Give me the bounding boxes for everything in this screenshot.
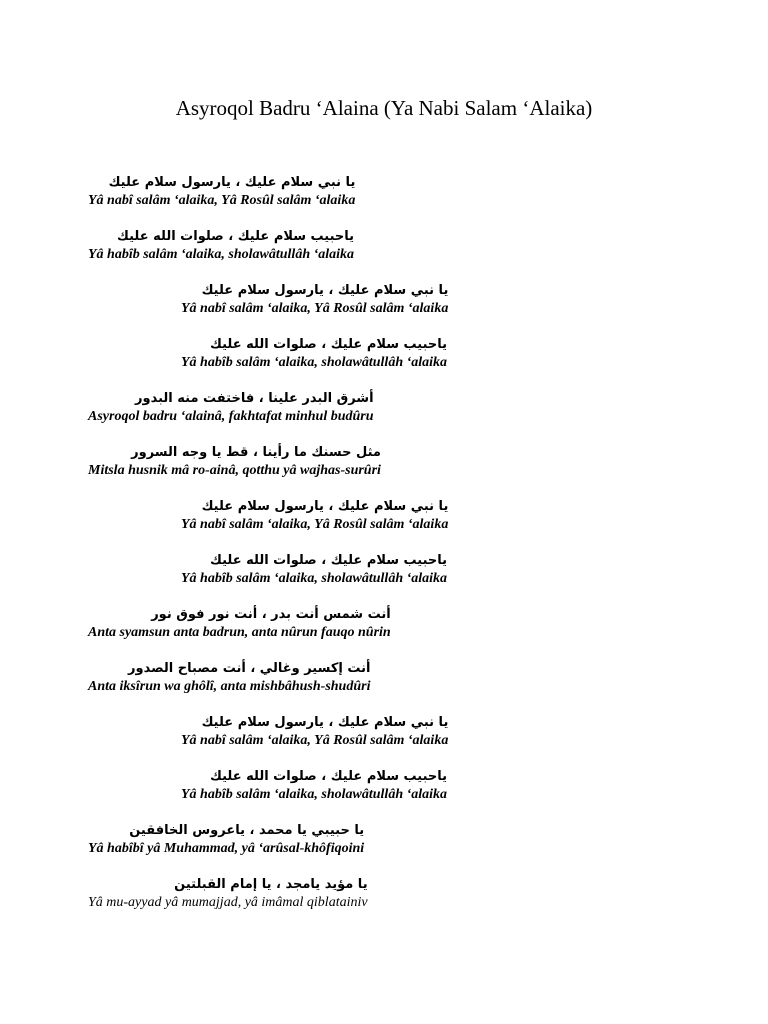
stanza-block xyxy=(181,767,447,804)
stanza-chorus xyxy=(0,551,768,605)
arabic-line: ياحبيب سلام عليك ، صلوات الله عليك xyxy=(210,553,448,568)
transliteration-line: Yâ nabî salâm ‘alaika, Yâ Rosûl salâm ‘alaika xyxy=(88,193,356,208)
transliteration-line: Yâ habîb salâm ‘alaika, sholawâtullâh ‘alaika xyxy=(181,355,448,370)
transliteration-line: Yâ nabî salâm ‘alaika, Yâ Rosûl salâm ‘alaika xyxy=(181,301,449,316)
stanza-verse xyxy=(0,389,768,443)
arabic-line: يا نبي سلام عليك ، يارسول سلام عليك xyxy=(201,715,449,730)
stanza-block xyxy=(181,281,448,318)
stanza-block xyxy=(88,875,368,912)
stanza-chorus xyxy=(0,713,768,767)
stanza-chorus xyxy=(0,281,768,335)
stanza-verse xyxy=(0,173,768,227)
stanza-block xyxy=(88,173,355,210)
transliteration-line: Yâ habîb salâm ‘alaika, sholawâtullâh ‘alaika xyxy=(88,247,355,262)
arabic-line: يا حبيبي يا محمد ، ياعروس الخافقين xyxy=(129,823,365,838)
stanza-block xyxy=(88,389,374,426)
transliteration-line: Yâ nabî salâm ‘alaika, Yâ Rosûl salâm ‘alaika xyxy=(181,517,449,532)
stanza-block xyxy=(88,443,381,480)
stanza-verse xyxy=(0,605,768,659)
stanza-verse xyxy=(0,875,768,929)
stanza-block xyxy=(181,713,448,750)
stanza-block xyxy=(88,605,391,642)
page-title: Asyroqol Badru ‘Alaina (Ya Nabi Salam ‘Alaika) xyxy=(175,96,593,120)
stanza-block xyxy=(88,821,364,858)
stanza-chorus xyxy=(0,335,768,389)
arabic-line: يا نبي سلام عليك ، يارسول سلام عليك xyxy=(201,283,449,298)
verse-list xyxy=(0,173,768,929)
stanza-block xyxy=(181,335,447,372)
stanza-verse xyxy=(0,821,768,875)
arabic-line: ياحبيب سلام عليك ، صلوات الله عليك xyxy=(117,229,355,244)
arabic-line: يا مؤيد يامجد ، يا إمام القبلتين xyxy=(174,877,368,892)
stanza-verse xyxy=(0,659,768,713)
transliteration-line: Yâ habîb salâm ‘alaika, sholawâtullâh ‘alaika xyxy=(181,787,448,802)
arabic-line: ياحبيب سلام عليك ، صلوات الله عليك xyxy=(210,769,448,784)
transliteration-line: Anta syamsun anta badrun, anta nûrun fauqo nûrin xyxy=(88,625,391,640)
stanza-chorus xyxy=(0,497,768,551)
arabic-line: يا نبي سلام عليك ، يارسول سلام عليك xyxy=(201,499,449,514)
transliteration-line: Anta iksîrun wa ghôlî, anta mishbâhush-shudûri xyxy=(88,679,371,694)
stanza-block xyxy=(181,497,448,534)
transliteration-line: Yâ nabî salâm ‘alaika, Yâ Rosûl salâm ‘alaika xyxy=(181,733,449,748)
stanza-block xyxy=(181,551,447,588)
transliteration-line: Asyroqol badru ‘alainâ, fakhtafat minhul budûru xyxy=(88,409,374,424)
transliteration-line: Yâ mu-ayyad yâ mumajjad, yâ imâmal qiblatainiv xyxy=(88,895,368,910)
arabic-line: أنت إكسير وغالي ، أنت مصباح الصدور xyxy=(128,661,371,676)
arabic-line: أشرق البدر علينا ، فاختفت منه البدور xyxy=(135,391,374,406)
transliteration-line: Yâ habîb salâm ‘alaika, sholawâtullâh ‘alaika xyxy=(181,571,448,586)
arabic-line: يا نبي سلام عليك ، يارسول سلام عليك xyxy=(108,175,356,190)
arabic-line: أنت شمس أنت بدر ، أنت نور فوق نور xyxy=(151,607,391,622)
stanza-block xyxy=(88,227,354,264)
stanza-chorus xyxy=(0,767,768,821)
stanza-block xyxy=(88,659,370,696)
arabic-line: مثل حسنك ما رأينا ، قط يا وجه السرور xyxy=(131,445,381,460)
stanza-verse xyxy=(0,443,768,497)
arabic-line: ياحبيب سلام عليك ، صلوات الله عليك xyxy=(210,337,448,352)
stanza-verse xyxy=(0,227,768,281)
transliteration-line: Mitsla husnik mâ ro-ainâ, qotthu yâ wajhas-surûri xyxy=(88,463,381,478)
transliteration-line: Yâ habîbî yâ Muhammad, yâ ‘arûsal-khôfiqoini xyxy=(88,841,365,856)
